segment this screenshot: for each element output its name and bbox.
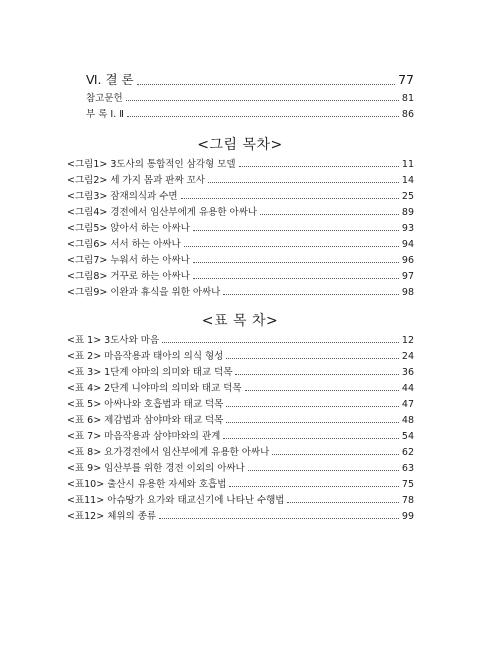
table-page-number: 36 [401,367,414,378]
table-row[interactable] [67,364,414,378]
figure-page-number: 96 [401,255,414,266]
figure-label: <그림1> 3도사의 통합적인 삼각형 모델 [67,159,236,170]
tables-heading: <표 목 차> [201,313,279,329]
figure-page-number: 25 [401,191,414,202]
table-row[interactable] [67,492,414,506]
leader-dots [159,518,399,519]
leader-dots [248,470,399,471]
table-page-number: 62 [401,447,414,458]
figure-label: <그림9> 이완과 휴식을 위한 아싸나 [67,287,221,298]
figure-label: <그림8> 거꾸로 하는 아싸나 [67,271,190,282]
leader-dots [181,198,399,199]
toc-label: 참고문헌 [86,93,123,104]
figure-label: <그림7> 누워서 하는 아싸나 [67,255,190,266]
table-label: <표 7> 마음작용과 삼야마와의 관계 [67,431,221,442]
figure-row[interactable] [67,156,414,170]
figure-label: <그림6> 서서 하는 아싸나 [67,239,181,250]
table-label: <표11> 아슈땅가 요가와 태교신기에 나타난 수행법 [67,495,285,506]
leader-dots [193,262,399,263]
toc-row-conclusion[interactable] [86,70,414,88]
leader-dots [226,406,399,407]
table-label: <표 4> 2단계 니야마의 의미와 태교 덕목 [67,383,242,394]
figure-row[interactable] [67,284,414,298]
table-page-number: 12 [401,335,414,346]
table-row[interactable] [67,348,414,362]
leader-dots [137,84,395,85]
toc-row-appendix[interactable] [86,106,414,120]
figure-row[interactable] [67,220,414,234]
figure-label: <그림5> 앉아서 하는 아싸나 [67,223,190,234]
figure-label: <그림3> 잠재의식과 수면 [67,191,178,202]
table-label: <표 8> 요가경전에서 임산부에게 유용한 아싸나 [67,447,270,458]
leader-dots [229,486,399,487]
table-page-number: 63 [401,463,414,474]
table-page-number: 54 [401,431,414,442]
figure-page-number: 89 [401,207,414,218]
table-row[interactable] [67,396,414,410]
toc-row-references[interactable] [86,90,414,104]
table-row[interactable] [67,380,414,394]
leader-dots [208,182,399,183]
figures-heading: <그림 목차> [197,137,283,153]
toc-label: Ⅵ. 결 론 [86,72,134,87]
table-page-number: 48 [401,415,414,426]
figure-page-number: 93 [401,223,414,234]
figure-page-number: 98 [401,287,414,298]
toc-page-number: 86 [401,109,414,120]
leader-dots [226,422,399,423]
table-page-number: 78 [401,495,414,506]
figure-row[interactable] [67,188,414,202]
leader-dots [239,166,399,167]
figure-label: <그림2> 세 가지 몸과 판짜 꼬사 [67,175,206,186]
leader-dots [287,502,398,503]
leader-dots [162,342,399,343]
figure-label: <그림4> 경전에서 임산부에게 유용한 아싸나 [67,207,258,218]
leader-dots [260,214,399,215]
leader-dots [223,438,399,439]
table-row[interactable] [67,476,414,490]
figure-row[interactable] [67,204,414,218]
table-label: <표 3> 1단계 야마의 의미와 태교 덕목 [67,367,233,378]
leader-dots [184,246,399,247]
toc-page-number: 81 [401,93,414,104]
leader-dots [245,390,399,391]
table-label: <표 9> 임산부를 위한 경전 이외의 아싸나 [67,463,245,474]
table-label: <표 1> 3도사와 마음 [67,335,160,346]
figure-row[interactable] [67,268,414,282]
leader-dots [126,100,399,101]
table-page-number: 44 [401,383,414,394]
leader-dots [127,116,399,117]
table-label: <표 2> 마음작용과 태아의 의식 형성 [67,351,224,362]
table-page-number: 24 [401,351,414,362]
table-row[interactable] [67,428,414,442]
leader-dots [226,358,399,359]
table-row[interactable] [67,412,414,426]
table-row[interactable] [67,460,414,474]
leader-dots [193,230,399,231]
leader-dots [272,454,399,455]
figure-page-number: 94 [401,239,414,250]
table-page-number: 75 [401,479,414,490]
figure-row[interactable] [67,236,414,250]
figure-page-number: 11 [401,159,414,170]
table-page-number: 99 [401,511,414,522]
table-page-number: 47 [401,399,414,410]
figure-row[interactable] [67,172,414,186]
figure-page-number: 14 [401,175,414,186]
leader-dots [223,294,399,295]
table-row[interactable] [67,444,414,458]
figure-row[interactable] [67,252,414,266]
leader-dots [235,374,398,375]
table-label: <표 6> 제감법과 삼야마와 태교 덕목 [67,415,224,426]
table-label: <표12> 체위의 종류 [67,511,157,522]
table-label: <표 5> 아싸나와 호흡법과 태교 덕목 [67,399,224,410]
toc-label: 부 록 Ⅰ. Ⅱ [86,109,124,120]
leader-dots [193,278,399,279]
toc-page-number: 77 [398,72,414,87]
table-label: <표10> 출산시 유용한 자세와 호흡법 [67,479,227,490]
figure-page-number: 97 [401,271,414,282]
table-row[interactable] [67,332,414,346]
table-row[interactable] [67,508,414,522]
